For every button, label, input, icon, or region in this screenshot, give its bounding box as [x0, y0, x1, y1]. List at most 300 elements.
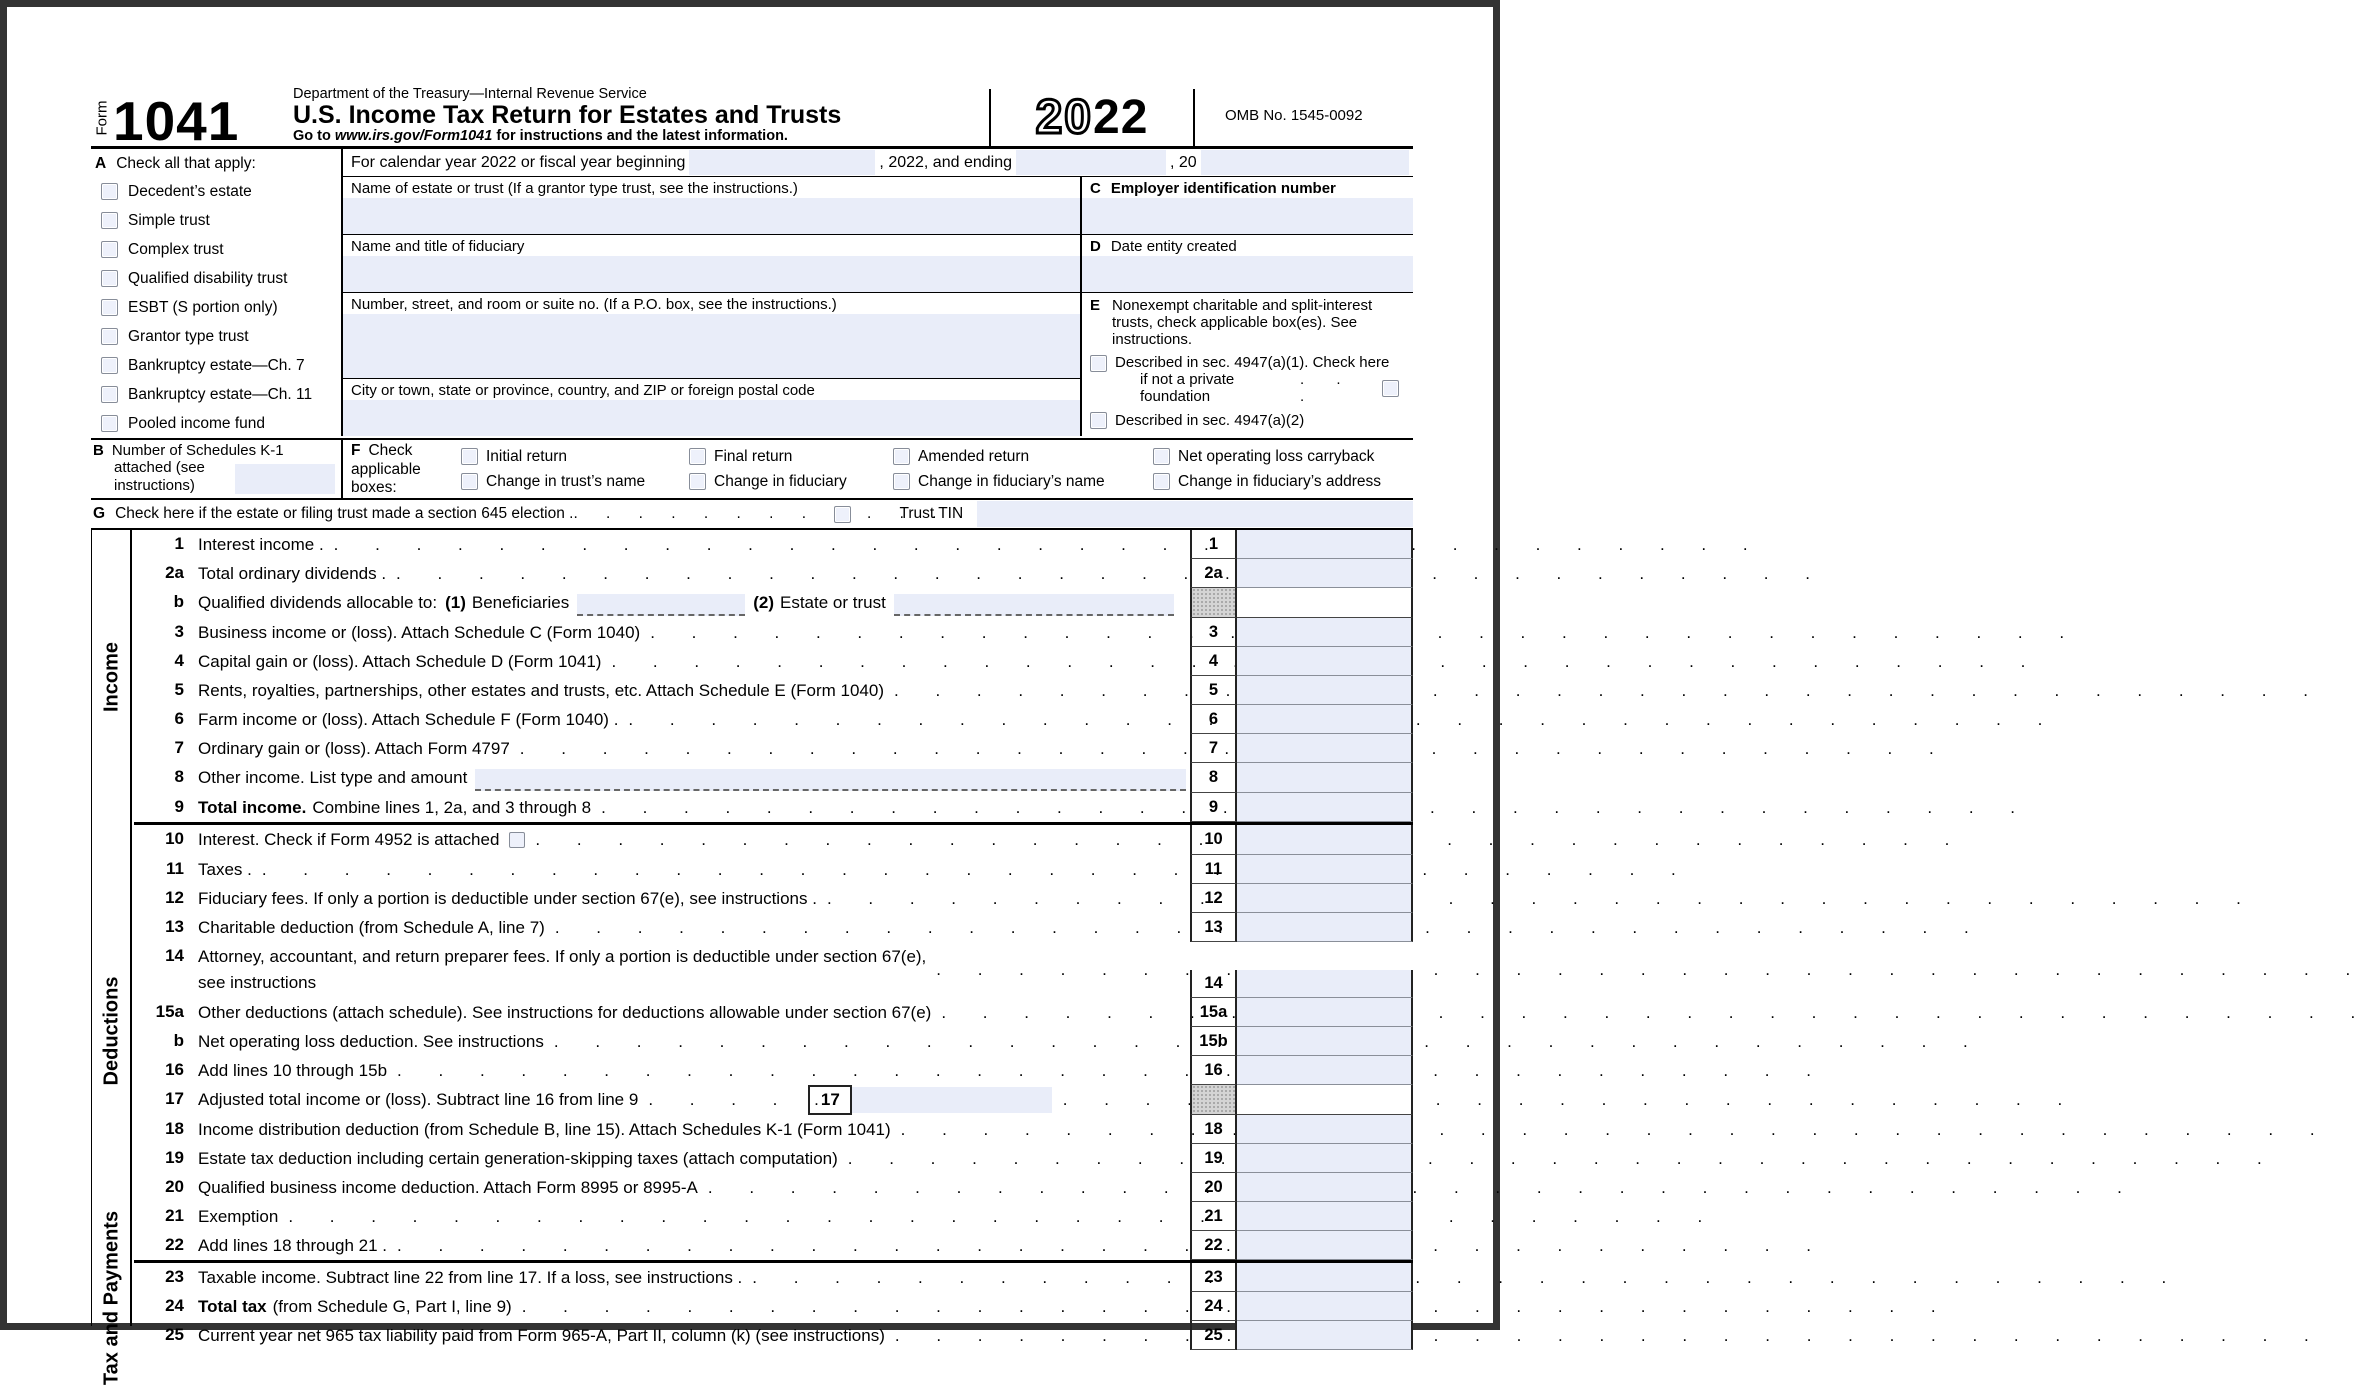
line-amount-field[interactable] — [1237, 825, 1413, 855]
line-text: Qualified business income deduction. Attach Form 8995 or 8995-A — [198, 1177, 698, 1197]
line-text: Interest income . — [198, 534, 324, 554]
line-text: Estate tax deduction including certain generation-skipping taxes (attach computation) — [198, 1148, 838, 1168]
leader-dots — [512, 1297, 1190, 1317]
form-line-5 — [134, 676, 1413, 705]
fiscal-year-end-yy-field[interactable] — [1201, 150, 1409, 175]
sec-4947a2-checkbox[interactable] — [1090, 412, 1107, 429]
line-number: 22 — [165, 1235, 184, 1254]
f-box-label: Net operating loss carryback — [1178, 447, 1375, 465]
ein-field[interactable] — [1082, 198, 1413, 234]
line-amount-field[interactable] — [1237, 1027, 1413, 1056]
form-1041-page — [91, 85, 1413, 1385]
apply-checkbox[interactable] — [101, 357, 118, 374]
line-amount-field[interactable] — [1237, 618, 1413, 647]
line-number-box: 16 — [1190, 1056, 1237, 1085]
form-line-13 — [134, 913, 1413, 942]
apply-item — [93, 177, 341, 206]
leader-dots — [698, 1178, 1190, 1198]
entity-info-grid — [91, 149, 1413, 440]
line-description — [184, 1085, 1190, 1115]
leader-dots — [591, 798, 1190, 818]
not-private-foundation-checkbox[interactable] — [1382, 380, 1399, 397]
line-text: Other deductions (attach schedule). See instructions for deductions allowable under section 67(e) — [198, 1002, 932, 1022]
apply-checkbox[interactable] — [101, 328, 118, 345]
apply-label: Bankruptcy estate—Ch. 11 — [128, 385, 313, 403]
tax-year: 20 22 — [989, 89, 1195, 146]
line-number-box: 6 — [1190, 705, 1237, 734]
line-number-box: 10 — [1190, 825, 1237, 855]
line-description — [184, 559, 1190, 588]
form-line-2a — [134, 559, 1413, 588]
f-box-item — [689, 473, 893, 491]
line-number: 25 — [165, 1325, 184, 1344]
apply-label: ESBT (S portion only) — [128, 298, 278, 316]
form-line-18 — [134, 1115, 1413, 1144]
line-text: (from Schedule G, Part I, line 9) — [272, 1296, 512, 1316]
apply-item — [93, 380, 341, 409]
line-rows — [134, 530, 1413, 1350]
line-number: b — [173, 592, 184, 611]
date-created-label: D Date entity created — [1090, 238, 1237, 255]
line-17-amount-field[interactable] — [852, 1087, 1052, 1113]
line-text: Capital gain or (loss). Attach Schedule D (Form 1041) — [198, 651, 602, 671]
line-description — [184, 1173, 1190, 1202]
line-description — [184, 705, 1190, 734]
form-line-8 — [134, 763, 1413, 793]
f-boxes-row2 — [461, 473, 1413, 491]
f-box-label: Change in fiduciary’s address — [1178, 472, 1382, 490]
fiduciary-label: Name and title of fiduciary — [351, 238, 525, 255]
line-number: 6 — [174, 709, 184, 728]
leader-dots: . . . — [1300, 371, 1355, 405]
line-description — [184, 1027, 1190, 1056]
line-number: 11 — [166, 859, 184, 878]
line-number-box: 20 — [1190, 1173, 1237, 1202]
line-number-box: 21 — [1190, 1202, 1237, 1231]
apply-label: Complex trust — [128, 240, 224, 258]
f-box-item — [893, 448, 1153, 466]
line-number: 24 — [165, 1296, 184, 1315]
trust-tin-label: Trust TIN — [899, 505, 964, 522]
line-text: Total ordinary dividends . — [198, 563, 387, 583]
line-amount-field[interactable] — [1237, 1231, 1413, 1260]
line-amount-field[interactable] — [1237, 1115, 1413, 1144]
estate-name-label: Name of estate or trust (If a grantor type trust, see the instructions.) — [351, 180, 798, 197]
line-description — [184, 855, 1190, 884]
line-number: 9 — [174, 797, 184, 816]
line-text: Add lines 18 through 21 . — [198, 1235, 388, 1255]
line-right-stack — [1190, 942, 1413, 998]
department-line: Department of the Treasury—Internal Revenue Service — [293, 85, 647, 102]
section-g: G Check here if the estate or filing trust made a section 645 election . . . Trust TIN — [91, 500, 1413, 530]
not-private-foundation-label: if not a private foundation — [1140, 371, 1235, 405]
line-description — [184, 942, 1190, 998]
f-box-label: Change in fiduciary’s name — [918, 472, 1105, 490]
line-amount-field[interactable] — [1237, 588, 1413, 618]
apply-item — [93, 235, 341, 264]
line-number-box: 5 — [1190, 676, 1237, 705]
line-amount-field[interactable] — [1237, 1263, 1413, 1292]
sec-4947a2-label: Described in sec. 4947(a)(2) — [1115, 412, 1305, 429]
f-checkbox[interactable] — [1153, 448, 1170, 465]
line-description — [184, 1056, 1190, 1085]
f-checkbox[interactable] — [461, 448, 478, 465]
line-number-box: 8 — [1190, 763, 1237, 793]
line-text: Income distribution deduction (from Schedule B, line 15). Attach Schedules K-1 (Form 1041) — [198, 1119, 891, 1139]
line-amount-field[interactable] — [1237, 1173, 1413, 1202]
k1-count-field[interactable] — [235, 464, 335, 494]
line-description — [184, 588, 1190, 618]
estate-name-field[interactable] — [343, 198, 1080, 234]
line-text: Farm income or (loss). Attach Schedule F (Form 1040) . — [198, 709, 619, 729]
street-label: Number, street, and room or suite no. (If a P.O. box, see the instructions.) — [351, 296, 837, 313]
line-description — [184, 1321, 1190, 1350]
line-number-box: 7 — [1190, 734, 1237, 763]
form-line-15b — [134, 1027, 1413, 1056]
apply-checkbox[interactable] — [101, 183, 118, 200]
irs-url-link[interactable]: www.irs.gov/Form1041 — [334, 128, 493, 144]
leader-dots — [387, 1236, 1190, 1256]
leader-dots — [618, 710, 1190, 730]
f-box-label: Initial return — [486, 447, 567, 465]
section-sidebar — [92, 530, 132, 1385]
f-checkbox[interactable] — [1153, 473, 1170, 490]
form-line-7 — [134, 734, 1413, 763]
sec-4947a1-checkbox[interactable] — [1090, 355, 1107, 372]
line-text: Beneficiaries — [471, 593, 570, 612]
line-text: Combine lines 1, 2a, and 3 through 8 — [312, 797, 592, 817]
spacer — [1190, 942, 1413, 970]
line-number-box — [1190, 588, 1237, 618]
leader-dots — [601, 652, 1190, 672]
apply-label: Pooled income fund — [128, 414, 266, 432]
f-box-item — [461, 448, 689, 466]
goto-line: Go to www.irs.gov/Form1041 for instructions and the latest information. — [293, 128, 788, 144]
line-amount-field[interactable] — [1237, 1321, 1413, 1350]
sidebar-deductions: Deductions — [100, 976, 123, 1085]
line-amount-field[interactable] — [1237, 998, 1413, 1027]
section-645-checkbox[interactable] — [834, 506, 851, 523]
apply-checkbox[interactable] — [101, 270, 118, 287]
apply-checkbox[interactable] — [101, 241, 118, 258]
line-amount-field[interactable] — [1237, 970, 1413, 998]
line-description — [184, 1202, 1190, 1231]
line-text: Rents, royalties, partnerships, other estates and trusts, etc. Attach Schedule E (Form 1040) — [198, 680, 885, 700]
line-amount-field[interactable] — [1237, 559, 1413, 588]
f-box-item — [461, 473, 689, 491]
form-line-6 — [134, 705, 1413, 734]
line-description — [184, 884, 1190, 913]
line-text: Fiduciary fees. If only a portion is deductible under section 67(e), see instructions . — [198, 888, 817, 908]
leader-dots — [885, 1326, 1190, 1346]
trust-tin-field[interactable] — [977, 501, 1413, 527]
line-number: 13 — [165, 917, 184, 936]
leader-dots — [525, 830, 1190, 850]
line-text: Ordinary gain or (loss). Attach Form 4797 — [198, 738, 510, 758]
leader-dots — [573, 505, 828, 523]
line-text: Net operating loss deduction. See instructions — [198, 1031, 544, 1051]
date-created-field[interactable] — [1082, 256, 1413, 292]
line-number: 1 — [174, 534, 184, 553]
apply-item — [93, 206, 341, 235]
leader-dots — [387, 1061, 1190, 1081]
form-line-20 — [134, 1173, 1413, 1202]
line-amount-field[interactable] — [1237, 913, 1413, 942]
lines-table — [91, 530, 1413, 1385]
line-number-box: 13 — [1190, 913, 1237, 942]
line-number-box: 18 — [1190, 1115, 1237, 1144]
leader-dots — [884, 681, 1190, 701]
form-line-9 — [134, 793, 1413, 822]
calendar-end-label: , 20 — [1169, 153, 1197, 171]
leader-dots — [931, 1003, 1190, 1023]
line-text: Add lines 10 through 15b — [198, 1060, 388, 1080]
leader-dots — [891, 1120, 1190, 1140]
line-text: Adjusted total income or (loss). Subtract line 16 from line 9 — [198, 1090, 639, 1109]
leader-dots — [638, 1090, 808, 1110]
apply-item — [93, 264, 341, 293]
form-line-14 — [134, 942, 1413, 998]
line-amount-field[interactable] — [1237, 705, 1413, 734]
form-line-b — [134, 588, 1413, 618]
line-number-box: 2a — [1190, 559, 1237, 588]
line-amount-field[interactable] — [1237, 793, 1413, 822]
line-amount-field[interactable] — [1237, 1056, 1413, 1085]
line-amount-field[interactable] — [1237, 530, 1413, 559]
line-description — [184, 618, 1190, 647]
line-number: 2a — [165, 563, 184, 582]
f-box-label: Change in fiduciary — [714, 472, 847, 490]
line-description — [184, 913, 1190, 942]
line-number: 16 — [165, 1060, 184, 1079]
form-number: 1041 — [113, 89, 240, 152]
apply-label: Qualified disability trust — [128, 269, 288, 287]
leader-dots — [926, 960, 1190, 980]
form-line-22 — [134, 1231, 1413, 1260]
line-number: 15a — [155, 1002, 184, 1021]
leader-dots — [278, 1207, 1190, 1227]
line-number: 21 — [165, 1206, 184, 1225]
line-number-box: 12 — [1190, 884, 1237, 913]
line-text: Business income or (loss). Attach Schedule C (Form 1040) — [198, 622, 641, 642]
line-number: 17 — [165, 1089, 184, 1108]
line-amount-field[interactable] — [1237, 884, 1413, 913]
apply-list — [93, 177, 341, 438]
f-checkbox[interactable] — [689, 448, 706, 465]
line-description — [184, 998, 1190, 1027]
leader-dots — [817, 889, 1190, 909]
form-line-17 — [134, 1085, 1413, 1115]
line-description — [184, 793, 1190, 822]
form-line-25 — [134, 1321, 1413, 1350]
leader-dots — [545, 918, 1190, 938]
leader-dots — [742, 1268, 1190, 1288]
fiduciary-field[interactable] — [343, 256, 1080, 292]
line-text: Attorney, accountant, and return preparer fees. If only a portion is deductible under section 67(e), see instructions — [198, 946, 927, 992]
line-text: Charitable deduction (from Schedule A, line 7) — [198, 917, 545, 937]
line-amount-field[interactable] — [1237, 647, 1413, 676]
city-field[interactable] — [343, 400, 1080, 436]
line-number: 20 — [165, 1177, 184, 1196]
sec-4947a1-label: Described in sec. 4947(a)(1). Check here — [1115, 354, 1390, 371]
form-line-16 — [134, 1056, 1413, 1085]
line-description — [184, 647, 1190, 676]
calendar-pre-label: For calendar year 2022 or fiscal year beginning — [351, 153, 686, 171]
leader-dots — [324, 535, 1190, 555]
other-income-type-field[interactable] — [475, 769, 1186, 791]
sidebar-income: Income — [100, 641, 123, 712]
apply-checkbox[interactable] — [101, 415, 118, 432]
line-text: Exemption — [198, 1206, 279, 1226]
line-number-box: 14 — [1190, 970, 1237, 998]
line-bold-prefix: Total tax — [198, 1296, 267, 1316]
line-amount-field[interactable] — [1237, 855, 1413, 884]
line-number-box: 3 — [1190, 618, 1237, 647]
line-amount-field[interactable] — [1237, 1202, 1413, 1231]
calendar-mid-label: , 2022, and ending — [879, 153, 1012, 171]
beneficiaries-qualified-dividends-field[interactable] — [577, 594, 745, 616]
leader-dots — [544, 1032, 1190, 1052]
line-number: 18 — [165, 1119, 184, 1138]
form-header — [91, 85, 1413, 152]
form-line-24 — [134, 1292, 1413, 1321]
form-line-23 — [134, 1263, 1413, 1292]
apply-checkbox[interactable] — [101, 212, 118, 229]
f-checkbox[interactable] — [893, 448, 910, 465]
apply-label: Bankruptcy estate—Ch. 7 — [128, 356, 305, 374]
apply-checkbox[interactable] — [101, 386, 118, 403]
apply-item — [93, 322, 341, 351]
apply-label: Decedent’s estate — [128, 182, 252, 200]
apply-item — [93, 293, 341, 322]
line-number-box: 15a — [1190, 998, 1237, 1027]
line-number-box: 9 — [1190, 793, 1237, 822]
omb-number: OMB No. 1545-0092 — [1225, 107, 1363, 124]
line-number: 14 — [165, 946, 184, 965]
city-label: City or town, state or province, country, and ZIP or foreign postal code — [351, 382, 815, 399]
form-line-1 — [134, 530, 1413, 559]
line-description — [184, 676, 1190, 705]
apply-label: Simple trust — [128, 211, 210, 229]
f-boxes-row1 — [461, 448, 1413, 466]
line-number-box: 11 — [1190, 855, 1237, 884]
leader-dots — [386, 564, 1190, 584]
line-number: 12 — [165, 888, 184, 907]
leader-dots — [252, 860, 1190, 880]
form-line-21 — [134, 1202, 1413, 1231]
section-a-title: A Check all that apply: — [95, 155, 256, 172]
estate-trust-qualified-dividends-field[interactable] — [894, 594, 1174, 616]
line-number: 19 — [165, 1148, 184, 1167]
line-bold-prefix: Total income. — [198, 797, 307, 817]
f-box-item — [689, 448, 893, 466]
leader-dots — [838, 1149, 1190, 1169]
section-a — [91, 149, 341, 438]
f-checkbox[interactable] — [893, 473, 910, 490]
f-box-label: Amended return — [918, 447, 1030, 465]
f-checkbox[interactable] — [461, 473, 478, 490]
line-amount-field[interactable] — [1237, 1144, 1413, 1173]
line-number-box: 23 — [1190, 1263, 1237, 1292]
line-number-box: 22 — [1190, 1231, 1237, 1260]
line-text: Estate or trust — [780, 593, 886, 612]
f-box-label: Final return — [714, 447, 793, 465]
form-title: U.S. Income Tax Return for Estates and Trusts — [293, 100, 842, 129]
apply-checkbox[interactable] — [101, 299, 118, 316]
f-checkbox[interactable] — [689, 473, 706, 490]
line-17-inline-number: 17 — [808, 1085, 852, 1115]
line-description — [184, 763, 1190, 793]
fiscal-year-begin-field[interactable] — [689, 150, 875, 175]
line-number-box: 25 — [1190, 1321, 1237, 1350]
line-number: 10 — [165, 829, 184, 848]
line-number-box: 1 — [1190, 530, 1237, 559]
line-description — [184, 530, 1190, 559]
f-box-label: Change in trust’s name — [486, 472, 646, 490]
line-number-box: 15b — [1190, 1027, 1237, 1056]
line-text: Other income. List type and amount — [198, 768, 468, 787]
line-text: Taxable income. Subtract line 22 from line 17. If a loss, see instructions . — [198, 1267, 743, 1287]
section-645-label: Check here if the estate or filing trust made a section 645 election . — [115, 505, 574, 522]
line-number-box: 24 — [1190, 1292, 1237, 1321]
line-number: 5 — [174, 680, 184, 699]
line-number-box — [1190, 1085, 1237, 1115]
fiscal-year-end-field[interactable] — [1016, 150, 1166, 175]
section-e: E Nonexempt charitable and split-interest trusts, check applicable box(es). See instructions. Described in sec. 4947(a)(1). Check here if not a private foundation . . . Described in sec. 4947(a)(2) — [1082, 293, 1413, 429]
line-number: 3 — [174, 622, 184, 641]
sidebar-tax-payments: Tax and Payments — [100, 1210, 123, 1385]
form-4952-checkbox[interactable] — [509, 832, 525, 848]
line-text: Interest. Check if Form 4952 is attached — [198, 830, 500, 849]
form-line-10 — [134, 825, 1413, 855]
line-bold-prefix: (1) — [445, 593, 466, 612]
line-amount-field[interactable] — [1237, 1085, 1413, 1115]
line-number-box: 4 — [1190, 647, 1237, 676]
form-line-4 — [134, 647, 1413, 676]
line-amount-field[interactable] — [1237, 763, 1413, 793]
line-number: 8 — [174, 767, 184, 786]
form-line-3 — [134, 618, 1413, 647]
leader-dots — [640, 623, 1190, 643]
line-description — [184, 1231, 1190, 1260]
line-amount-field[interactable] — [1237, 676, 1413, 705]
f-box-item — [893, 473, 1153, 491]
form-line-15a — [134, 998, 1413, 1027]
apply-item — [93, 409, 341, 438]
line-number: 7 — [174, 738, 184, 757]
line-description — [184, 1292, 1190, 1321]
line-number: 4 — [174, 651, 184, 670]
form-line-11 — [134, 855, 1413, 884]
street-field[interactable] — [343, 314, 1080, 378]
schedules-k1-and-boxes-row — [91, 440, 1413, 500]
calendar-year-row — [341, 149, 1413, 177]
line-text: Taxes . — [198, 859, 252, 879]
line-description — [184, 734, 1190, 763]
section-f: F Check applicable boxes: Initial return Final return Amended return Net operating loss carryback Change in trust’s name Change in fiduciary Change in fiduciary’s name Change in fiduciary’s address — [341, 440, 1413, 498]
line-description — [184, 1144, 1190, 1173]
line-number: b — [173, 1031, 184, 1050]
apply-label: Grantor type trust — [128, 327, 249, 345]
section-b: B Number of Schedules K-1 attached (see instructions) — [91, 440, 341, 498]
line-description — [184, 825, 1190, 855]
line-amount-field[interactable] — [1237, 734, 1413, 763]
line-amount-field[interactable] — [1237, 1292, 1413, 1321]
form-line-12 — [134, 884, 1413, 913]
leader-dots — [510, 739, 1190, 759]
apply-item — [93, 351, 341, 380]
f-box-item — [1153, 448, 1413, 466]
